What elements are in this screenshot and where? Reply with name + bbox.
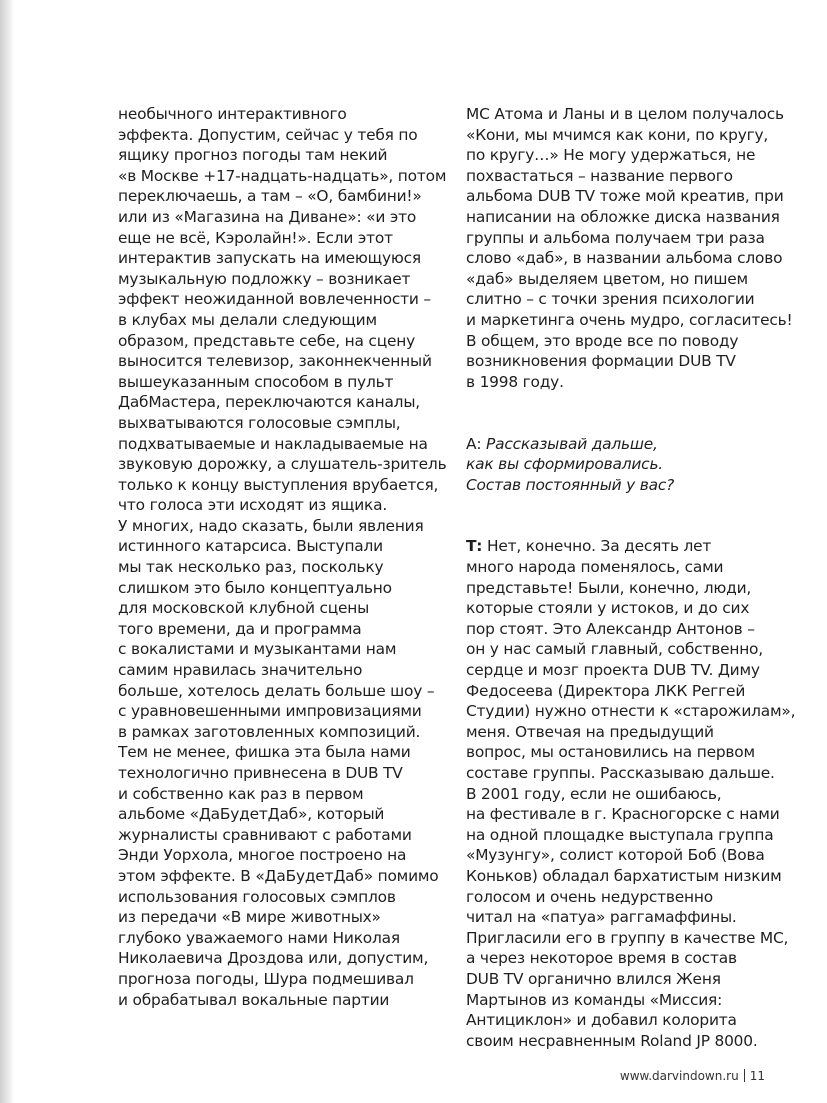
text-line: для московской клубной сцены [118, 599, 370, 618]
answer-line: DUB TV органично влился Женя [466, 969, 721, 988]
page-edge-shadow [0, 0, 14, 1103]
answer-speaker: Т: [466, 537, 483, 556]
text-line: в рамках заготовленных композиций. [118, 722, 421, 741]
answer-line: он у нас самый главный, собственно, [466, 640, 763, 659]
question-speaker: А: [466, 434, 482, 453]
text-line: этом эффекте. В «ДаБудетДаб» помимо [118, 866, 439, 885]
text-line: что голоса эти исходят из ящика. [118, 496, 388, 515]
page-footer [620, 1068, 765, 1084]
answer-line: «Музунгу», солист которой Боб (Вова [466, 846, 765, 865]
answer-line: представьте! Были, конечно, люди, [466, 578, 752, 597]
text-line: того времени, да и программа [118, 619, 362, 638]
text-line: эффекта. Допустим, сейчас у тебя по [118, 125, 418, 144]
text-line: написании на обложке диска названия [466, 207, 780, 226]
text-line: слишком это было концептуально [118, 578, 392, 597]
answer-line: Федосеева (Директора ЛКК Реггей [466, 681, 746, 700]
text-line: технологично привнесена в DUB TV [118, 764, 403, 782]
text-line: истинного катарсиса. Выступали [118, 537, 383, 556]
text-line: больше, хотелось делать больше шоу – [118, 681, 435, 700]
text-line: подхватываемые и накладываемые на [118, 434, 428, 453]
paragraph-gap [466, 516, 786, 537]
question-line: Состав постоянный у вас? [466, 475, 675, 494]
text-line: ящику прогноз погоды там некий [118, 146, 388, 165]
text-line: и маркетинга очень мудро, согласитесь! [466, 310, 793, 329]
answer-line: Пригласили его в группу в качестве МС, [466, 928, 789, 947]
interview-question [466, 434, 786, 496]
text-line: использования голосовых сэмплов [118, 887, 396, 906]
answer-line: много народа поменялось, сами [466, 558, 724, 577]
text-line: переключаешь, а там – «О, бамбини!» [118, 187, 422, 206]
text-line: Энди Уорхола, многое построено на [118, 846, 407, 865]
text-line: Тем не менее, фишка эта была нами [118, 743, 411, 762]
answer-line: на одной площадке выступала группа [466, 825, 774, 844]
question-line: как вы сформировались. [466, 455, 664, 474]
answer-line: Студии) нужно отнести к «старожилам», [466, 702, 796, 721]
text-line: вышеуказанным способом в пульт [118, 372, 394, 391]
right-paragraph-1 [466, 104, 793, 392]
footer-divider [744, 1069, 745, 1082]
text-line: слитно – с точки зрения психологии [466, 290, 755, 309]
answer-line: Мартынов из команды «Миссия: [466, 990, 723, 1009]
right-column [466, 104, 796, 1051]
text-line: группы и альбома получаем три раза [466, 228, 765, 247]
text-line: «Кони, мы мчимся как кони, по кругу, [466, 125, 769, 144]
answer-line: а через некоторое время в состав [466, 949, 737, 968]
text-line: возникновения формации DUB TV [466, 352, 736, 371]
paragraph-gap [466, 413, 786, 434]
text-line: выносится телевизор, законнекченный [118, 352, 432, 371]
left-column [118, 104, 447, 1010]
paragraph-gap [466, 495, 786, 516]
text-line: с вокалистами и музыкантами нам [118, 640, 397, 659]
page-number: 11 [749, 1069, 765, 1083]
answer-line: читал на «патуа» раггамаффины. [466, 908, 737, 927]
text-line: или из «Магазина на Диване»: «и это [118, 207, 417, 226]
question-text: Рассказывай дальше, [486, 434, 658, 453]
answer-body [466, 557, 796, 1051]
answer-line [466, 536, 786, 557]
text-line: по кругу…» Не могу удержаться, не [466, 146, 756, 165]
text-line: альбома DUB TV тоже мой креатив, при [466, 187, 784, 206]
question-line [466, 434, 786, 455]
answer-line: своим несравненным Roland JP 8000. [466, 1031, 758, 1050]
text-line: прогноза погоды, Шура подмешивал [118, 969, 414, 988]
answer-line: на фестивале в г. Красногорске с нами [466, 805, 780, 824]
text-line: журналисты сравнивают с работами [118, 825, 412, 844]
text-line: похвастаться – название первого [466, 166, 733, 185]
text-line: В общем, это вроде все по поводу [466, 331, 739, 350]
answer-line: которые стояли у истоков, и до сих [466, 599, 750, 618]
answer-line: Антициклон» и добавил колорита [466, 1011, 737, 1030]
text-line: в клубах мы делали следующим [118, 310, 377, 329]
text-line: с уравновешенными импровизациями [118, 702, 422, 721]
answer-line: вопрос, мы остановились на первом [466, 743, 755, 762]
answer-text: Нет, конечно. За десять лет [486, 537, 712, 556]
answer-line: В 2001 году, если не ошибаюсь, [466, 784, 722, 803]
text-line: выхватываются голосовые сэмплы, [118, 413, 401, 432]
answer-line: пор стоят. Это Александр Антонов – [466, 619, 755, 638]
text-line: альбоме «ДаБудетДаб», который [118, 805, 385, 824]
text-line: Николаевича Дроздова или, допустим, [118, 949, 429, 968]
text-line: в 1998 году. [466, 372, 564, 391]
text-line: ДабМастера, переключаются каналы, [118, 393, 420, 412]
text-line: музыкальную подложку – возникает [118, 269, 411, 288]
answer-line: меня. Отвечая на предыдущий [466, 722, 714, 741]
text-line: МС Атома и Ланы и в целом получалось [466, 105, 784, 123]
answer-line: сердце и мозг проекта DUB TV. Диму [466, 661, 760, 680]
answer-line: голосом и очень недурственно [466, 887, 713, 906]
text-line: еще не всё, Кэролайн!». Если этот [118, 228, 393, 247]
text-line: «даб» выделяем цветом, но пишем [466, 269, 748, 288]
text-line: и собственно как раз в первом [118, 784, 364, 803]
text-line: из передачи «В мире животных» [118, 908, 381, 927]
text-line: слово «даб», в названии альбома слово [466, 249, 783, 268]
text-line: и обрабатывал вокальные партии [118, 990, 390, 1009]
text-line: глубоко уважаемого нами Николая [118, 928, 400, 947]
footer-url: www.darvindown.ru [619, 1069, 739, 1083]
answer-line: Коньков) обладал бархатистым низким [466, 866, 782, 885]
text-line: самим нравилась значительно [118, 661, 363, 680]
interview-answer [466, 536, 796, 1051]
text-line: звуковую дорожку, а слушатель-зритель [118, 455, 447, 474]
text-line: «в Москве +17-надцать-надцать», потом [118, 166, 447, 185]
paragraph-gap [466, 392, 786, 413]
answer-line: составе группы. Рассказываю дальше. [466, 764, 775, 782]
text-line: У многих, надо сказать, были явления [118, 516, 424, 535]
text-line: мы так несколько раз, поскольку [118, 558, 384, 577]
text-line: эффект неожиданной вовлеченности – [118, 290, 431, 309]
text-line: образом, представьте себе, на сцену [118, 331, 416, 350]
text-line: только к концу выступления врубается, [118, 475, 439, 494]
text-line: интерактив запускать на имеющуюся [118, 249, 421, 268]
text-line: необычного интерактивного [118, 105, 347, 123]
